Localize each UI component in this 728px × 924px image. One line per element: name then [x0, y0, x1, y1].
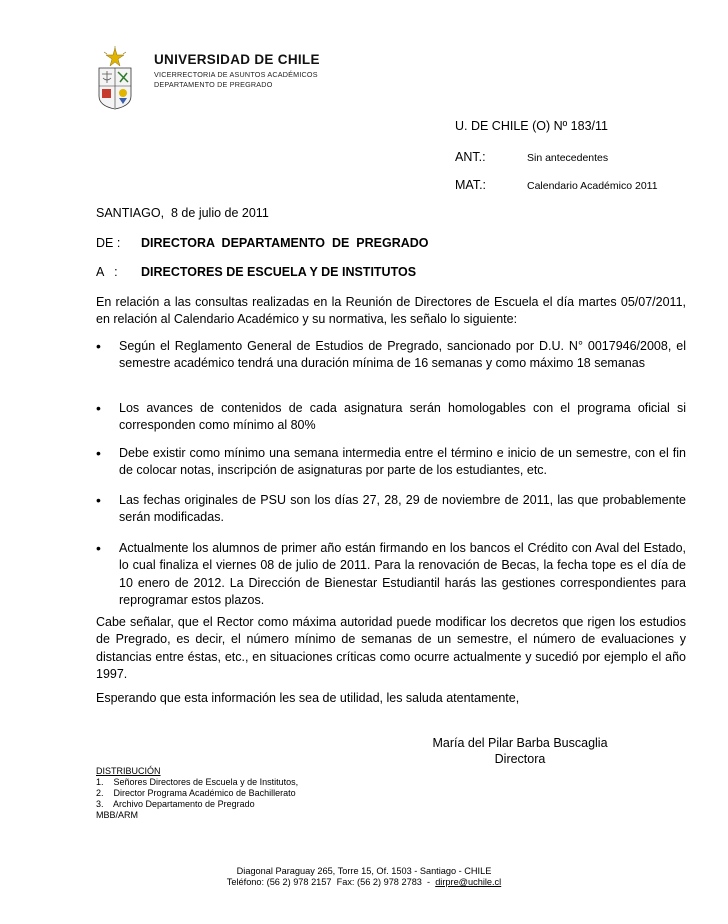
bullet-marker: • — [96, 492, 101, 508]
to-value: DIRECTORES DE ESCUELA Y DE INSTITUTOS — [141, 265, 417, 279]
footer-email-link[interactable]: dirpre@uchile.cl — [435, 877, 502, 887]
document-code: U. DE CHILE (O) Nº 183/11 — [455, 119, 608, 133]
distribution-item: 3. Archivo Departamento de Pregrado — [96, 799, 255, 809]
footer-address: Diagonal Paraguay 265, Torre 15, Of. 1503 - Santiago - CHILE — [236, 866, 492, 876]
bullet-marker: • — [96, 540, 101, 556]
distribution-item: 1. Señores Directores de Escuela y de Institutos, — [96, 777, 299, 787]
farewell-line: Esperando que esta información les sea de utilidad, les saluda atentamente, — [96, 691, 520, 705]
footer-phone-fax: Teléfono: (56 2) 978 2157 Fax: (56 2) 978 2783 - — [226, 877, 436, 887]
date-line: SANTIAGO, 8 de julio de 2011 — [96, 206, 269, 220]
star-icon — [104, 46, 126, 66]
intro-paragraph: En relación a las consultas realizadas en la Reunión de Directores de Escuela el día martes 05/07/2011, en relación al Calendario Académico y su normativa, les señalo lo siguiente: — [96, 295, 686, 327]
signature-name: María del Pilar Barba Buscaglia — [432, 736, 608, 750]
bullet-item: Las fechas originales de PSU son los días 27, 28, 29 de noviembre de 2011, las que probablemente serán modificadas. — [119, 493, 686, 525]
ant-label: ANT.: — [455, 150, 486, 164]
mat-value: Calendario Académico 2011 — [527, 180, 658, 192]
university-crest-logo — [96, 46, 134, 110]
vicerrectoria-line: VICERRECTORIA DE ASUNTOS ACADÉMICOS — [154, 70, 318, 79]
bullet-item: Debe existir como mínimo una semana intermedia entre el término e inicio de un semestre, con el fin de colocar notas, inscripción de asignaturas por parte de los estudiantes, etc. — [119, 446, 686, 478]
shield-icon — [99, 68, 131, 109]
distribution-initials: MBB/ARM — [96, 810, 139, 820]
from-label: DE : — [96, 236, 121, 250]
ant-value: Sin antecedentes — [527, 152, 609, 164]
distribution-title: DISTRIBUCIÓN — [96, 766, 161, 776]
department-line: DEPARTAMENTO DE PREGRADO — [154, 80, 273, 89]
distribution-item: 2. Director Programa Académico de Bachillerato — [96, 788, 296, 798]
bullet-item: Actualmente los alumnos de primer año están firmando en los bancos el Crédito con Aval del Estado, lo cual finaliza el viernes 08 de julio de 2011. Para la renovación de Becas, la fecha tope es el día de 10 enero de 2012. La Dirección de Bienestar Estudiantil harás las gestiones correspondientes para reprogramar estos plazos. — [119, 541, 686, 608]
to-label: A : — [96, 265, 118, 279]
bullet-item: Según el Reglamento General de Estudios de Pregrado, sancionado por D.U. N° 0017946/2008, el semestre académico tendrá una duración mínima de 16 semanas y como máximo 18 semanas — [119, 339, 686, 371]
bullet-marker: • — [96, 338, 101, 354]
bullet-item: Los avances de contenidos de cada asignatura serán homologables con el programa oficial si corresponden como mínimo al 80% — [119, 401, 686, 433]
footer-contact — [0, 877, 728, 887]
university-name: UNIVERSIDAD DE CHILE — [154, 52, 320, 67]
mat-label: MAT.: — [455, 178, 487, 192]
from-value: DIRECTORA DEPARTAMENTO DE PREGRADO — [141, 236, 429, 250]
closing-paragraph: Cabe señalar, que el Rector como máxima autoridad puede modificar los decretos que rigen los estudios de Pregrado, es decir, el número mínimo de semanas de un semestre, el número de evaluaciones y distancias entre éstas, etc., en situaciones críticas como ocurre actualmente y sucedió por ejemplo el año 1997. — [96, 615, 686, 682]
bullet-marker: • — [96, 445, 101, 461]
signature-title: Directora — [494, 752, 546, 766]
bullet-marker: • — [96, 400, 101, 416]
